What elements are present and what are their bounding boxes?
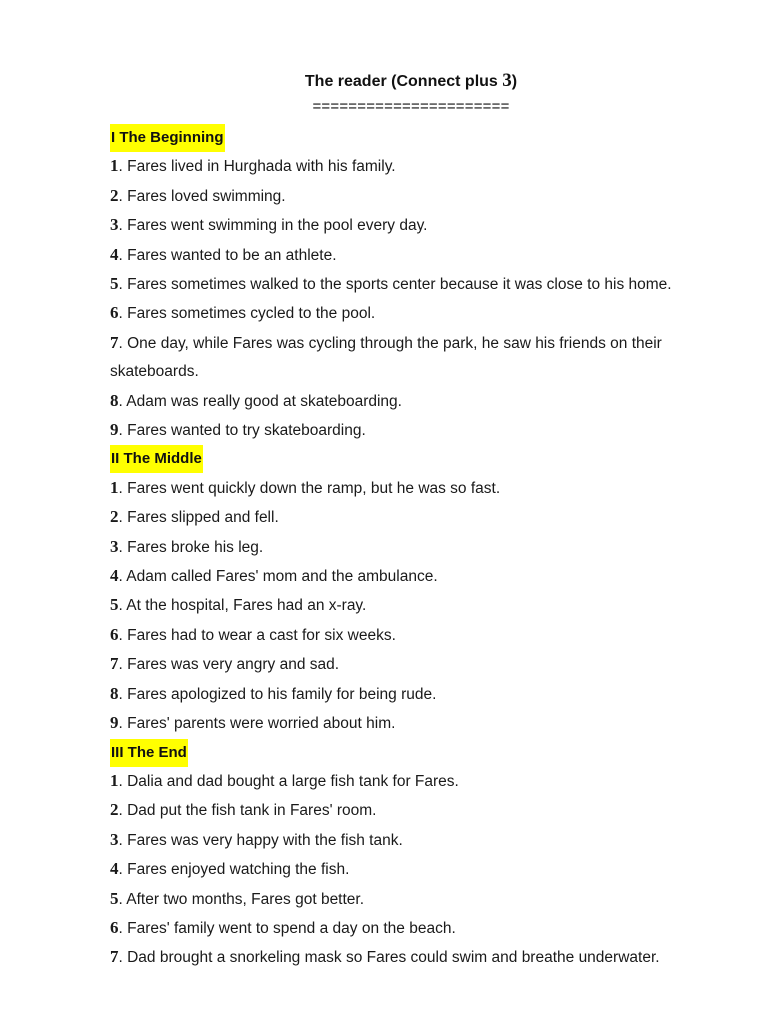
- list-item: 3. Fares went swimming in the pool every day.: [110, 215, 428, 235]
- list-item: 7. One day, while Fares was cycling through the park, he saw his friends on their skateboards.: [110, 332, 662, 381]
- section-heading-end: III The End: [110, 739, 188, 767]
- list-item: 2. Fares loved swimming.: [110, 185, 286, 205]
- list-item: 4. Adam called Fares' mom and the ambulance.: [110, 566, 438, 586]
- list-item: 2. Dad put the fish tank in Fares' room.: [110, 800, 377, 820]
- list-item: 2. Fares slipped and fell.: [110, 507, 279, 527]
- title-number: 3: [502, 70, 512, 91]
- list-item: 3. Fares broke his leg.: [110, 536, 264, 556]
- list-item: 8. Fares apologized to his family for being rude.: [110, 683, 437, 703]
- title-separator: ======================: [312, 98, 510, 115]
- list-item: 5. After two months, Fares got better.: [110, 888, 365, 908]
- list-item: 1. Fares lived in Hurghada with his family.: [110, 156, 396, 176]
- section-heading-beginning: I The Beginning: [110, 124, 225, 152]
- title-close: ): [511, 73, 518, 90]
- document-title: [0, 70, 768, 92]
- list-item: 1. Fares went quickly down the ramp, but he was so fast.: [110, 477, 501, 497]
- list-item: 7. Dad brought a snorkeling mask so Fares could swim and breathe underwater.: [110, 947, 660, 967]
- document-content: [110, 124, 750, 973]
- list-item: 1. Dalia and dad bought a large fish tank for Fares.: [110, 770, 459, 790]
- list-item: 6. Fares' family went to spend a day on the beach.: [110, 917, 456, 937]
- list-item: 9. Fares wanted to try skateboarding.: [110, 420, 366, 440]
- list-item: 5. Fares sometimes walked to the sports center because it was close to his home.: [110, 274, 672, 294]
- list-item: 9. Fares' parents were worried about him.: [110, 713, 396, 733]
- list-item: 5. At the hospital, Fares had an x-ray.: [110, 595, 367, 615]
- list-item: 6. Fares sometimes cycled to the pool.: [110, 303, 376, 323]
- list-item: 8. Adam was really good at skateboarding.: [110, 390, 402, 410]
- list-item: 6. Fares had to wear a cast for six weeks.: [110, 624, 396, 644]
- list-item: 3. Fares was very happy with the fish tank.: [110, 829, 403, 849]
- list-item: 7. Fares was very angry and sad.: [110, 654, 340, 674]
- list-item: 4. Fares enjoyed watching the fish.: [110, 859, 350, 879]
- title-text: The reader (Connect plus: [304, 73, 503, 90]
- list-item: 4. Fares wanted to be an athlete.: [110, 244, 337, 264]
- section-heading-middle: II The Middle: [110, 445, 203, 473]
